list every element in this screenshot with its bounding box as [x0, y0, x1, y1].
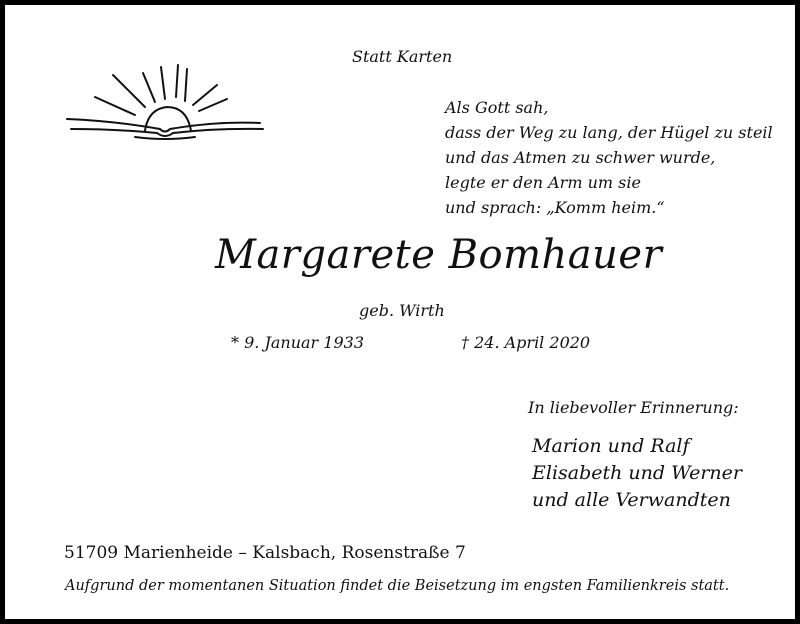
birth-date: * 9. Januar 1933 — [231, 333, 364, 352]
statt-karten-label: Statt Karten — [352, 47, 453, 66]
deceased-name: Margarete Bomhauer — [215, 232, 663, 278]
poem-line: dass der Weg zu lang, der Hügel zu steil — [445, 123, 773, 142]
poem-line: und das Atmen zu schwer wurde, — [445, 148, 716, 167]
death-date: † 24. April 2020 — [461, 333, 591, 352]
memory-intro: In liebevoller Erinnerung: — [528, 398, 739, 417]
address: 51709 Marienheide – Kalsbach, Rosenstraße 7 — [64, 543, 466, 563]
poem-line: Als Gott sah, — [445, 98, 549, 117]
mourner-name: Elisabeth und Werner — [532, 462, 742, 484]
poem-line: legte er den Arm um sie — [445, 173, 641, 192]
mourner-name: Marion und Ralf — [532, 435, 690, 457]
funeral-notice: Aufgrund der momentanen Situation findet die Beisetzung im engsten Familienkreis statt. — [65, 578, 730, 594]
mourners-list — [532, 433, 742, 514]
maiden-name: geb. Wirth — [359, 301, 445, 320]
sunset-icon — [65, 57, 265, 143]
mourner-name: und alle Verwandten — [532, 489, 731, 511]
poem — [445, 95, 773, 220]
poem-line: und sprach: „Komm heim.“ — [445, 198, 665, 217]
